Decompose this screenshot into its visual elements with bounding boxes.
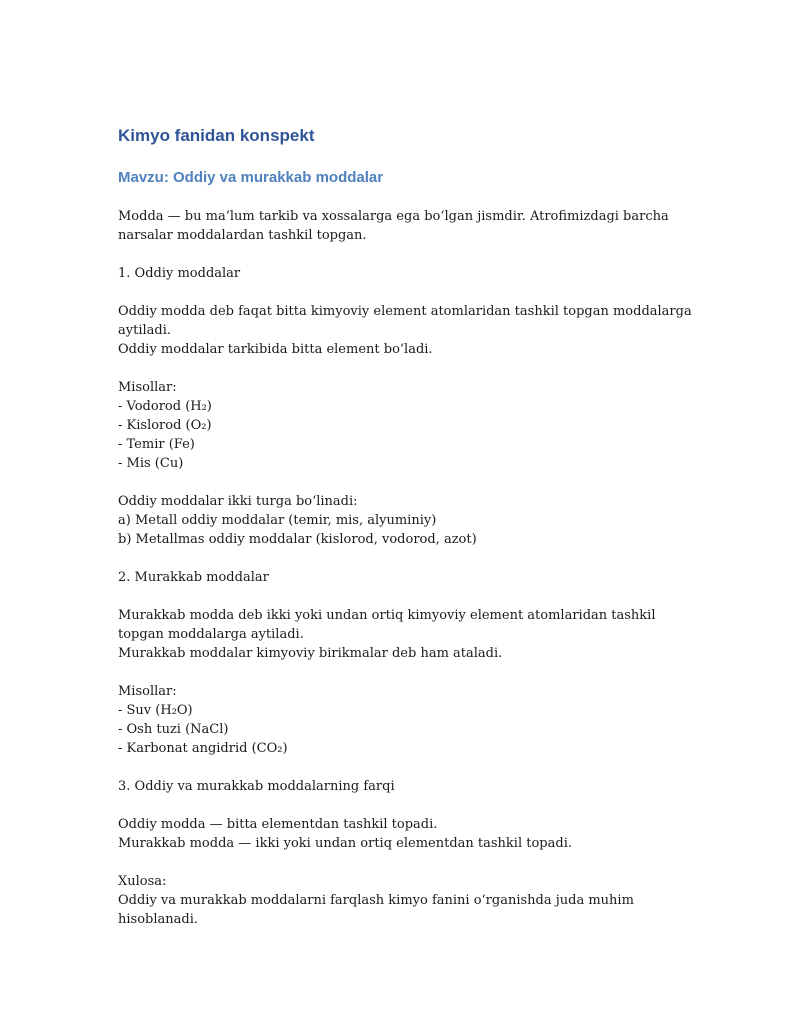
section3-line: Murakkab modda — ikki yoki undan ortiq elementdan tashkil topadi. [118,836,572,851]
document-subtitle: Mavzu: Oddiy va murakkab moddalar [118,169,384,186]
conclusion-text: Oddiy va murakkab moddalarni farqlash kimyo fanini o‘rganishda juda muhim hisoblanadi. [118,893,634,927]
section2-definition [118,606,678,663]
section1-types-label: Oddiy moddalar ikki turga bo‘linadi: [118,494,358,509]
document-page [118,124,718,948]
intro-paragraph: Modda — bu ma’lum tarkib va xossalarga ega bo‘lgan jismdir. Atrofimizdagi barcha narsalar moddalardan tashkil topgan. [118,209,669,243]
section1-types [118,492,718,549]
list-item: - Osh tuzi (NaCl) [118,722,229,737]
section1-heading: 1. Oddiy moddalar [118,266,241,281]
list-item: - Suv (H₂O) [118,703,193,718]
document-title: Kimyo fanidan konspekt [118,126,315,145]
conclusion-label: Xulosa: [118,874,167,889]
section3-line: Oddiy modda — bitta elementdan tashkil topadi. [118,817,438,832]
section2-examples [118,682,718,758]
list-item: - Vodorod (H₂) [118,399,212,414]
list-item: - Temir (Fe) [118,437,195,452]
list-item: b) Metallmas oddiy moddalar (kislorod, vodorod, azot) [118,532,477,547]
list-item: a) Metall oddiy moddalar (temir, mis, alyuminiy) [118,513,437,528]
section1-definition-line: Oddiy modda deb faqat bitta kimyoviy element atomlaridan tashkil topgan moddalarga aytiladi. [118,304,692,338]
section2-definition-line: Murakkab modda deb ikki yoki undan ortiq kimyoviy element atomlaridan tashkil topgan moddalarga aytiladi. [118,608,656,642]
section1-definition [118,302,718,359]
list-item: - Kislorod (O₂) [118,418,212,433]
list-item: - Karbonat angidrid (CO₂) [118,741,288,756]
section2-heading: 2. Murakkab moddalar [118,570,269,585]
section3-lines [118,815,718,853]
list-item: - Mis (Cu) [118,456,184,471]
section1-definition-line: Oddiy moddalar tarkibida bitta element bo‘ladi. [118,342,433,357]
section1-examples-label: Misollar: [118,380,177,395]
section3-heading: 3. Oddiy va murakkab moddalarning farqi [118,779,395,794]
section2-definition-line: Murakkab moddalar kimyoviy birikmalar deb ham ataladi. [118,646,503,661]
conclusion [118,872,718,929]
section1-examples [118,378,718,473]
section2-examples-label: Misollar: [118,684,177,699]
